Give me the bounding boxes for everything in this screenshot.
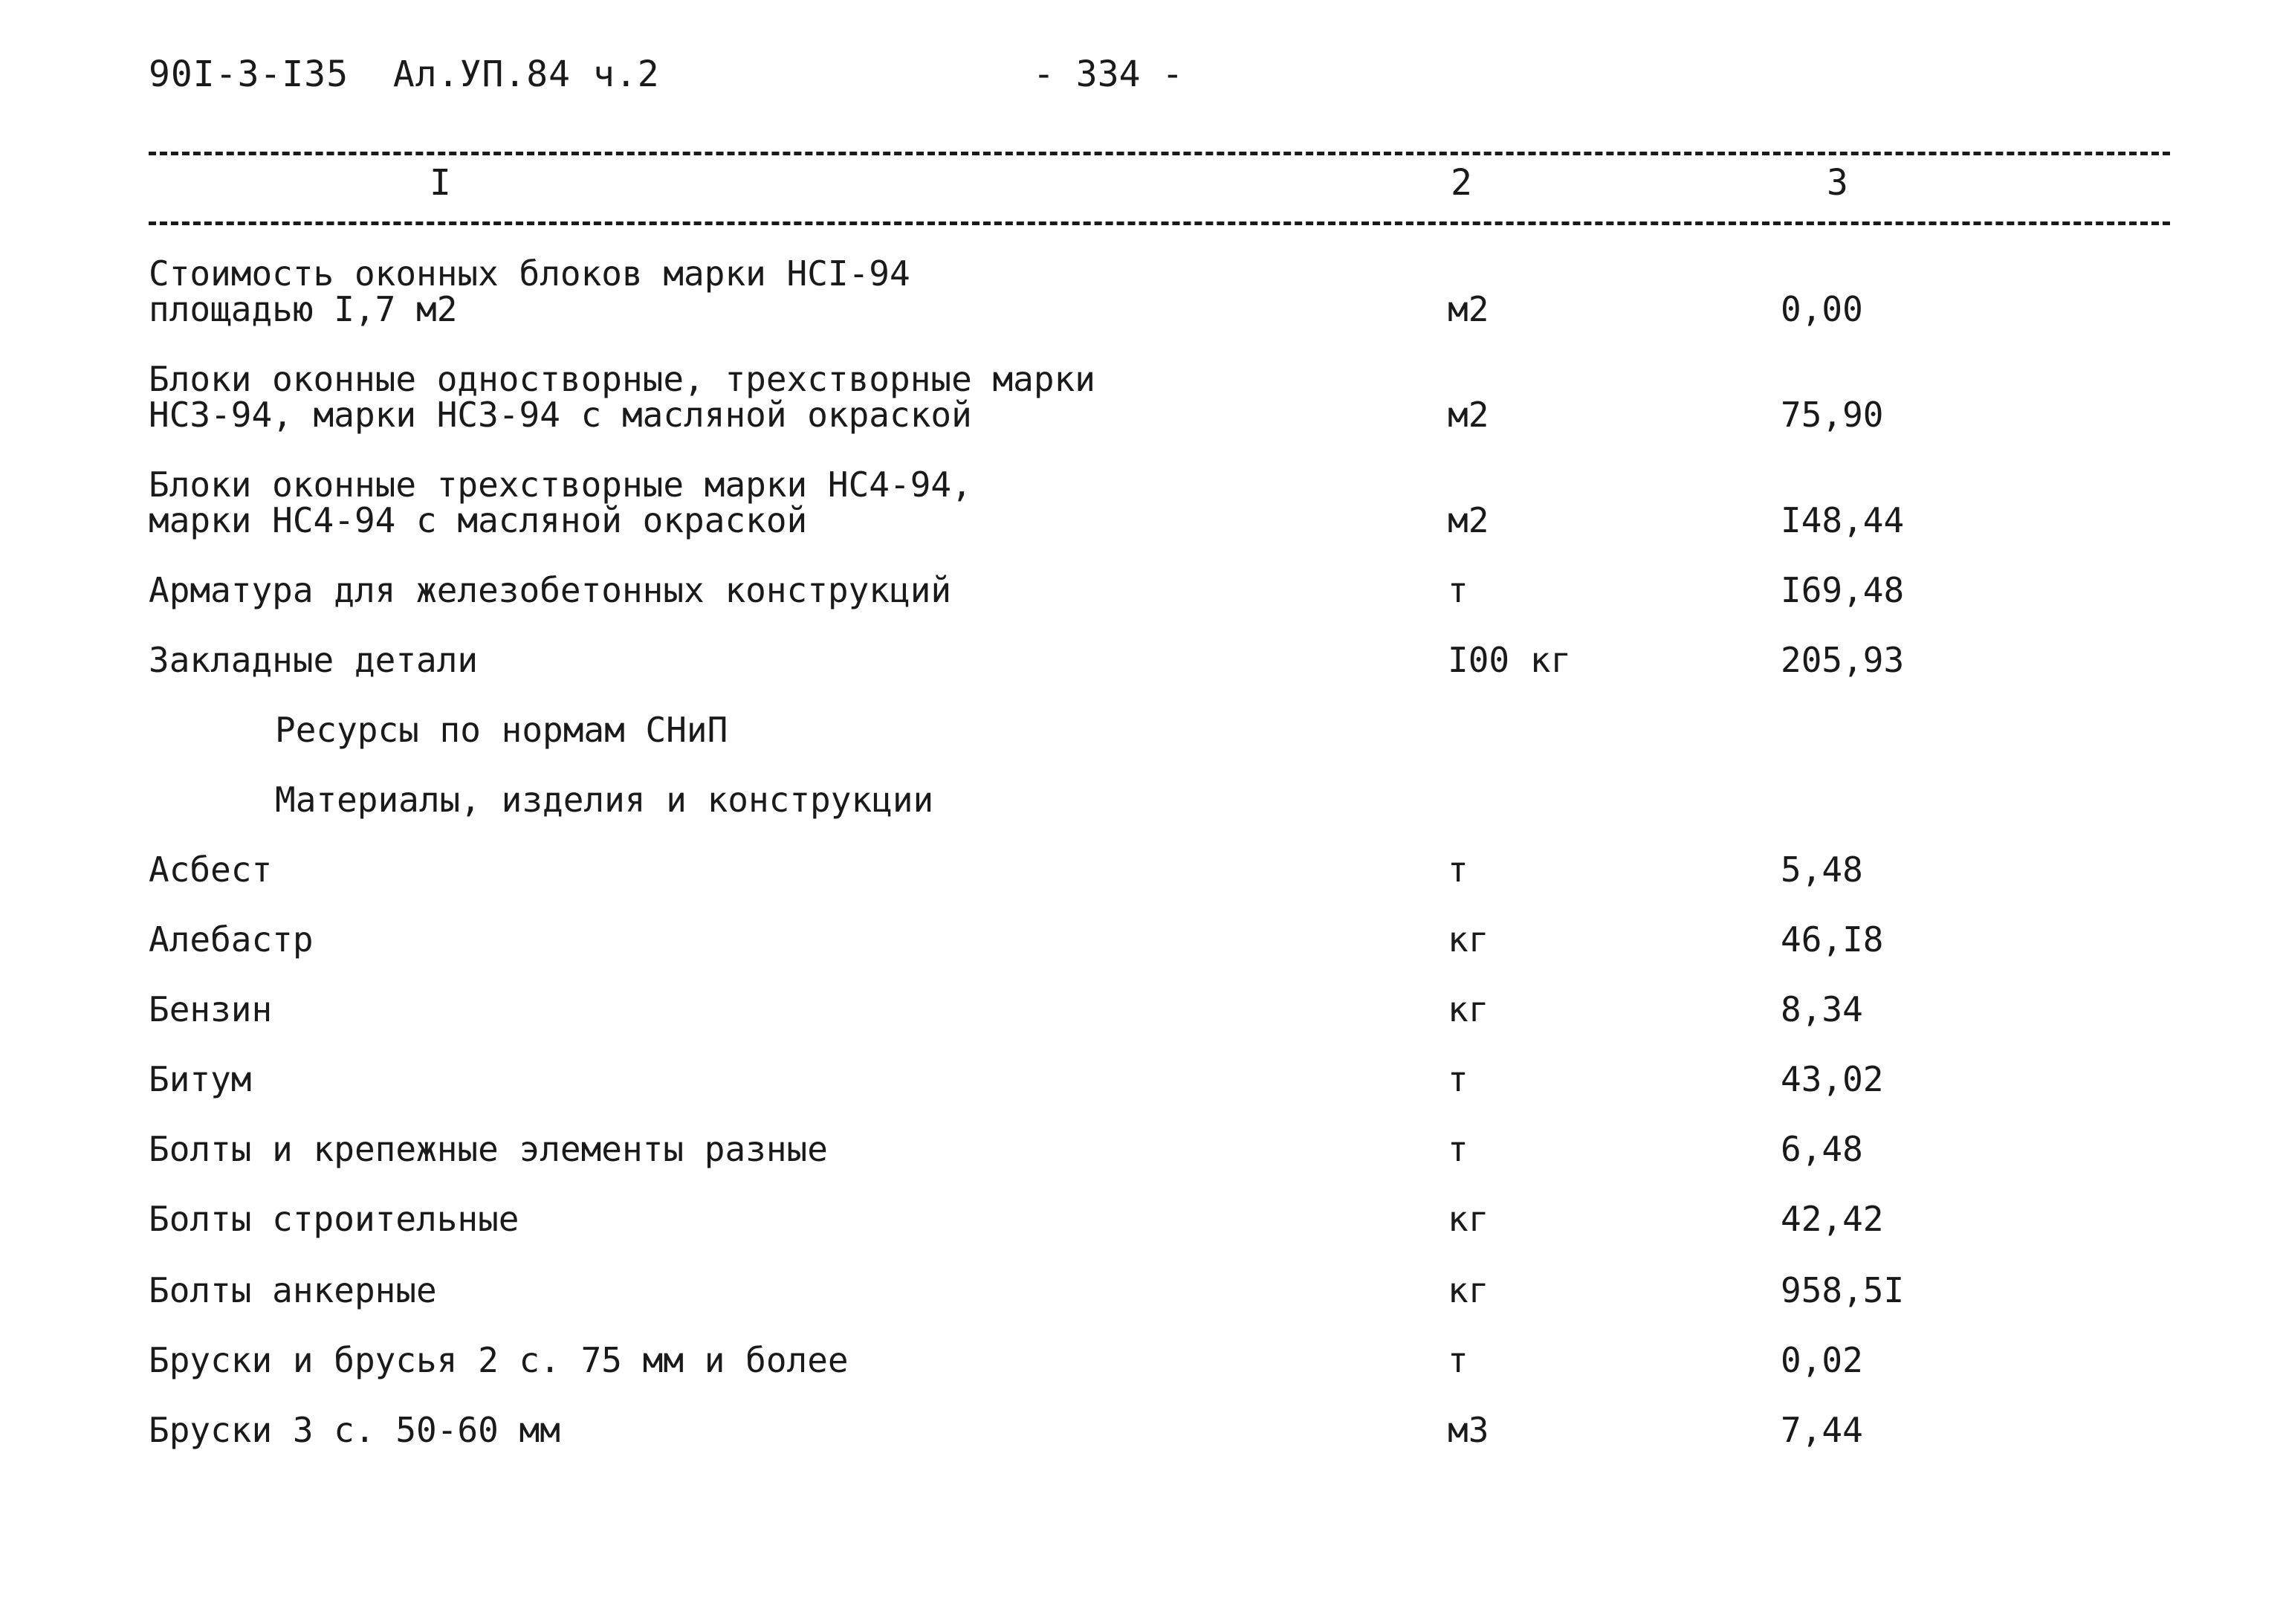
item-value: 0,00 [1781, 289, 1863, 329]
document-code: 90I-3-I35 Ал.УП.84 ч.2 [149, 54, 660, 95]
item-unit: кг [1448, 1270, 1489, 1310]
item-unit: м2 [1448, 500, 1489, 540]
section-heading-text: Ресурсы по нормам СНиП [275, 710, 728, 750]
item-value: 5,48 [1781, 850, 1863, 890]
section-heading-text: Материалы, изделия и конструкции [275, 780, 934, 820]
item-value: I69,48 [1781, 570, 1905, 610]
page-number: - 334 - [1033, 54, 1184, 95]
item-unit: кг [1448, 1199, 1489, 1239]
item-unit: т [1448, 850, 1468, 890]
column-header-2: 2 [1451, 162, 1472, 204]
item-name: Блоки оконные одностворные, трехстворные марки НС3-94, марки НС3-94 с масляной окраской [149, 359, 1095, 435]
item-name: Бруски и брусья 2 с. 75 мм и более [149, 1340, 849, 1380]
item-unit: т [1448, 1059, 1468, 1099]
item-name: Болты строительные [149, 1199, 519, 1239]
item-name: Асбест [149, 850, 273, 890]
column-header-1: I [430, 162, 451, 204]
item-value: 75,90 [1781, 395, 1884, 435]
item-unit: I00 кг [1448, 640, 1572, 680]
item-name: Болты и крепежные элементы разные [149, 1129, 828, 1169]
item-value: 0,02 [1781, 1340, 1863, 1380]
item-value: 46,I8 [1781, 919, 1884, 960]
item-value: 6,48 [1781, 1129, 1863, 1169]
item-value: 43,02 [1781, 1059, 1884, 1099]
item-name: Закладные детали [149, 640, 479, 680]
item-name: Битум [149, 1059, 252, 1099]
item-name: Стоимость оконных блоков марки НСI-94 площадью I,7 м2 [149, 253, 910, 329]
item-unit: кг [1448, 919, 1489, 960]
item-unit: м2 [1448, 289, 1489, 329]
item-name: Алебастр [149, 919, 314, 960]
column-header-3: 3 [1827, 162, 1848, 204]
item-value: 958,5I [1781, 1270, 1905, 1310]
item-name: Болты анкерные [149, 1270, 437, 1310]
item-value: 7,44 [1781, 1410, 1863, 1450]
item-value: 205,93 [1781, 640, 1905, 680]
item-name: Бензин [149, 989, 273, 1029]
item-unit: м3 [1448, 1410, 1489, 1450]
item-value: 42,42 [1781, 1199, 1884, 1239]
item-unit: т [1448, 570, 1468, 610]
item-value: I48,44 [1781, 500, 1905, 540]
item-unit: м2 [1448, 395, 1489, 435]
item-name: Блоки оконные трехстворные марки НС4-94, марки НС4-94 с масляной окраской [149, 465, 972, 540]
item-value: 8,34 [1781, 989, 1863, 1029]
item-unit: т [1448, 1129, 1468, 1169]
item-name: Бруски 3 с. 50-60 мм [149, 1410, 560, 1450]
item-unit: кг [1448, 989, 1489, 1029]
item-unit: т [1448, 1340, 1468, 1380]
item-name: Арматура для железобетонных конструкций [149, 570, 952, 610]
